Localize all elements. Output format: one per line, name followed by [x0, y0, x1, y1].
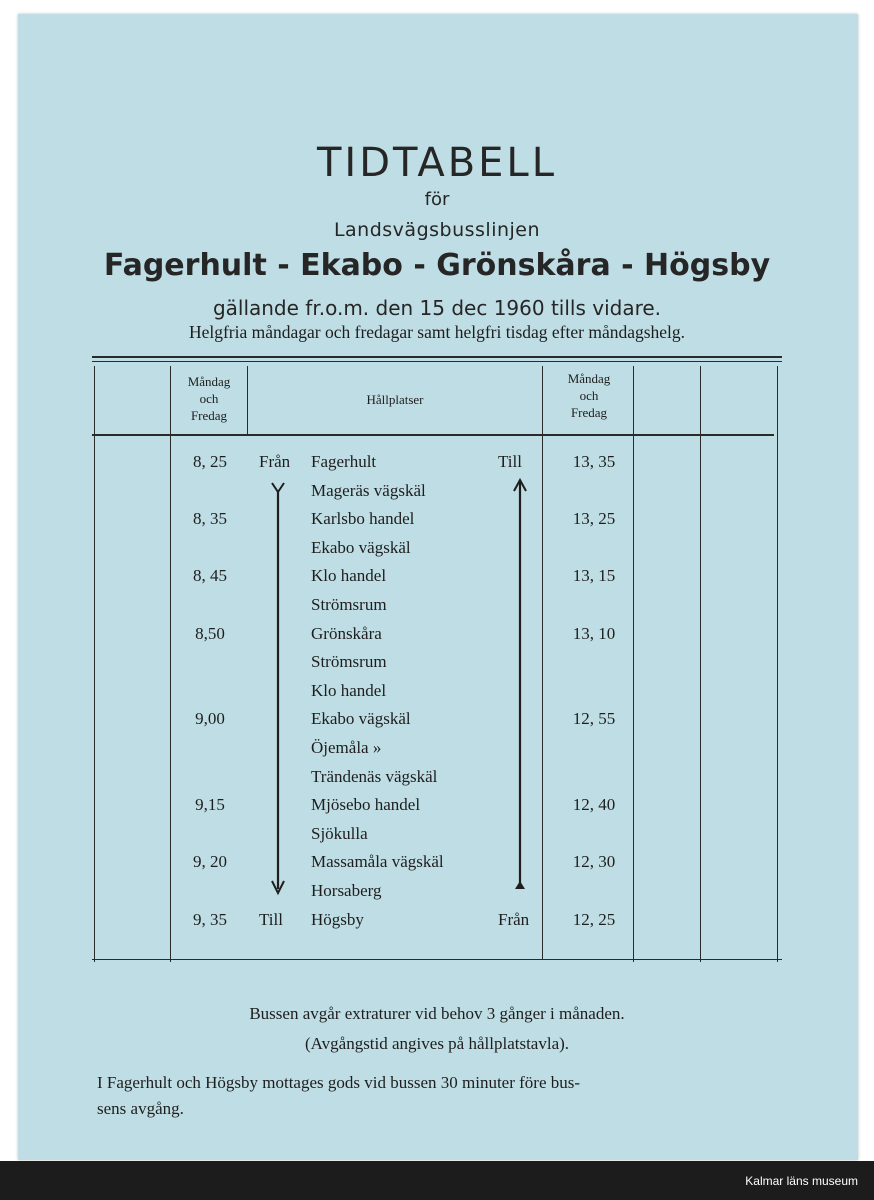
stop-name: Karlsbo handel: [311, 509, 415, 529]
table-row: [0, 509, 874, 537]
table-header-rule: [92, 434, 774, 436]
table-row: [0, 709, 874, 737]
table-row: [0, 881, 874, 909]
departure-info-note: (Avgångstid angives på hållplatstavla).: [304, 1034, 570, 1053]
table-row: [0, 795, 874, 823]
stop-name: Högsby: [311, 909, 364, 929]
header-left-times: [172, 373, 246, 424]
table-bottom-rule: [92, 959, 782, 960]
table-row: [0, 624, 874, 652]
departure-time: 8, 45: [193, 566, 227, 586]
museum-credit: Kalmar läns museum: [745, 1174, 858, 1188]
table-top-rule-thin: [92, 361, 782, 362]
table-row: [0, 538, 874, 566]
operating-days-text: Helgfria måndagar och fredagar samt helgfri tisdag efter måndagshelg.: [188, 322, 686, 342]
stop-name: Grönskåra: [311, 623, 382, 643]
stop-name: Mjösebo handel: [311, 795, 421, 815]
return-time: 13, 15: [572, 566, 616, 586]
return-time: 13, 35: [572, 452, 616, 471]
departure-time: 8,50: [195, 623, 225, 643]
departure-time: 9,15: [195, 795, 225, 815]
museum-credit-bar: [0, 1161, 874, 1200]
table-row: [0, 566, 874, 594]
goods-note-line1: I Fagerhult och Högsby mottages gods vid bussen 30 minuter före bus-: [97, 1073, 581, 1092]
header-stops: Hållplatser: [366, 392, 424, 407]
table-row: [0, 595, 874, 623]
stop-name: Klo handel: [311, 680, 387, 700]
direction-label-right: Till: [498, 452, 522, 471]
validity-text: gällande fr.o.m. den 15 dec 1960 tills vidare.: [212, 296, 662, 320]
extra-trips-note: Bussen avgår extraturer vid behov 3 gånger i månaden.: [249, 1004, 625, 1023]
table-row: [0, 738, 874, 766]
return-time: 12, 40: [572, 795, 616, 815]
direction-label-right: Från: [498, 909, 530, 929]
stop-name: Trändenäs vägskäl: [311, 766, 438, 786]
header-left-line: Måndag: [187, 374, 231, 389]
table-row: [0, 452, 874, 480]
for-label: för: [424, 189, 450, 210]
goods-note-line2: sens avgång.: [97, 1099, 184, 1118]
stop-name: Öjemåla »: [311, 738, 382, 757]
return-time: 12, 25: [572, 909, 616, 929]
header-right-line: och: [579, 388, 599, 403]
departure-time: 9,00: [195, 709, 225, 729]
stop-name: Fagerhult: [311, 452, 377, 471]
route-heading: Fagerhult - Ekabo - Grönskåra - Högsby: [103, 248, 771, 283]
stop-name: Mageräs vägskäl: [311, 480, 426, 500]
stop-name: Klo handel: [311, 566, 387, 586]
downward-arrow-icon: [269, 481, 287, 899]
header-right-line: Fredag: [570, 405, 608, 420]
table-row: [0, 681, 874, 709]
departure-time: 8, 25: [193, 452, 227, 471]
table-row: [0, 767, 874, 795]
stop-name: Ekabo vägskäl: [311, 709, 411, 729]
departure-time: 8, 35: [193, 509, 227, 529]
direction-label-left: Från: [259, 452, 291, 471]
upward-arrow-icon: [511, 477, 529, 897]
table-row: [0, 910, 874, 938]
return-time: 13, 10: [572, 623, 616, 643]
stop-name: Sjökulla: [311, 823, 368, 843]
table-row: [0, 824, 874, 852]
table-row: [0, 652, 874, 680]
table-row: [0, 852, 874, 880]
line-type-label: Landsvägsbusslinjen: [333, 219, 541, 241]
stop-name: Strömsrum: [311, 652, 387, 672]
stop-name: Massamåla vägskäl: [311, 852, 444, 872]
header-right-line: Måndag: [567, 371, 611, 386]
header-left-line: Fredag: [190, 408, 228, 423]
direction-label-left: Till: [259, 909, 283, 929]
stop-name: Ekabo vägskäl: [311, 537, 411, 557]
header-left-line: och: [199, 391, 219, 406]
stop-name: Horsaberg: [311, 881, 382, 900]
return-time: 12, 55: [572, 709, 616, 729]
departure-time: 9, 20: [193, 852, 227, 872]
return-time: 13, 25: [572, 509, 616, 529]
departure-time: 9, 35: [193, 909, 227, 929]
header-right-times: [546, 370, 632, 421]
table-row: [0, 481, 874, 509]
stop-name: Strömsrum: [311, 595, 387, 614]
document-title: TIDTABELL: [316, 140, 557, 186]
return-time: 12, 30: [572, 852, 616, 872]
table-top-rule: [92, 356, 782, 358]
